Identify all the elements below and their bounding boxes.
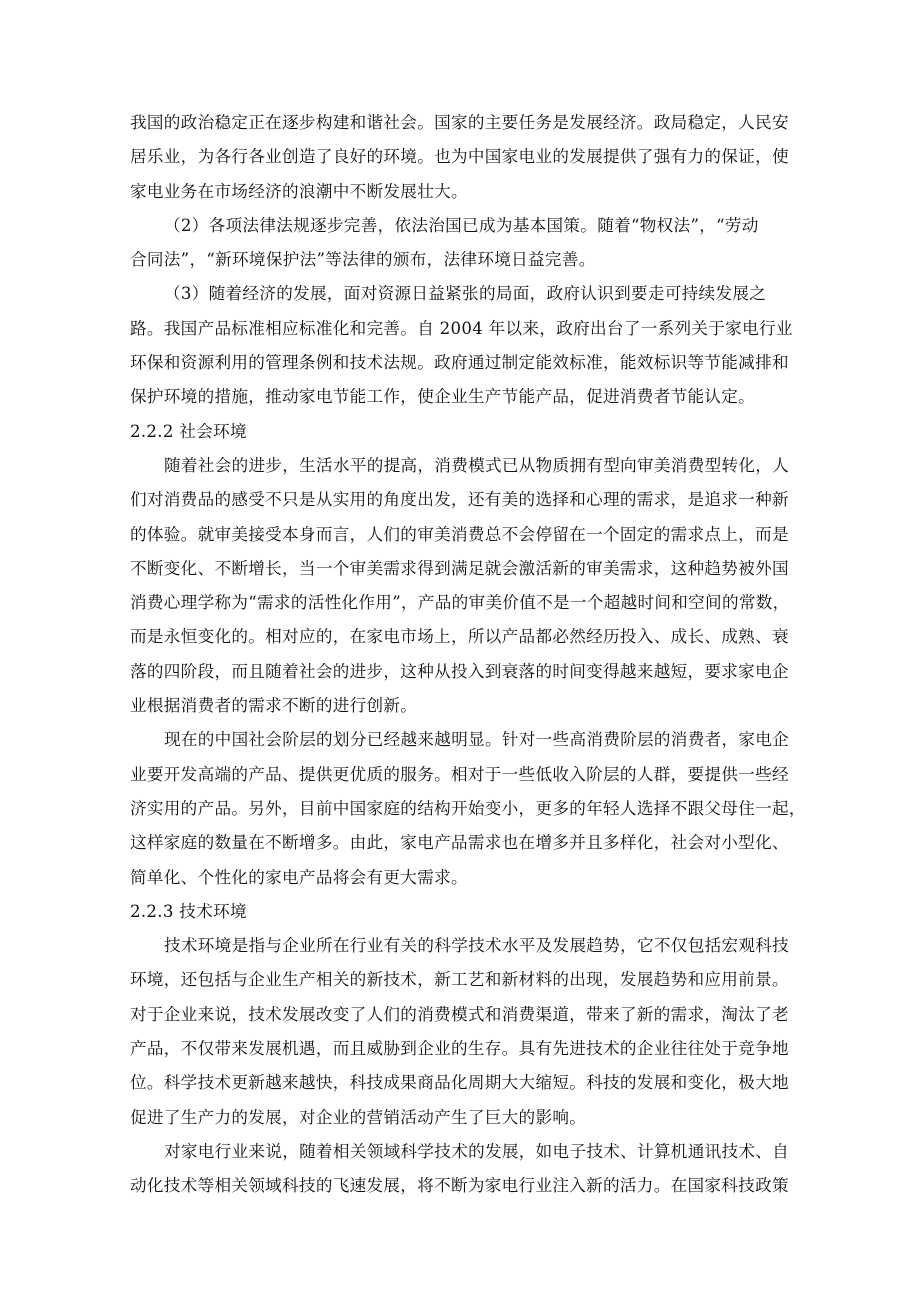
text-line: 产品，不仅带来发展机遇，而且威胁到企业的生存。具有先进技术的企业往往处于竞争地 [130,1039,789,1059]
text-line: （2）各项法律法规逐步完善，依法治国已成为基本国策。随着“物权法”，“劳动 [164,215,759,235]
text-line: 位。科学技术更新越来越快，科技成果商品化周期大大缩短。科技的发展和变化，极大地 [130,1073,789,1093]
text-line: 家电业务在市场经济的浪潮中不断发展壮大。 [130,181,468,201]
text-line: 技术环境是指与企业所在行业有关的科学技术水平及发展趋势，它不仅包括宏观科技 [164,936,790,956]
text-line: 我国的政治稳定正在逐步构建和谐社会。国家的主要任务是发展经济。政局稳定，人民安 [130,113,789,132]
text-line: 环境，还包括与企业生产相关的新技术，新工艺和新材料的出现，发展趋势和应用前景。 [130,970,789,990]
text-line: 现在的中国社会阶层的划分已经越来越明显。针对一些高消费阶层的消费者，家电企 [164,730,790,750]
text-line: 对家电行业来说，随着相关领域科学技术的发展，如电子技术、计算机通讯技术、自 [164,1141,790,1161]
text-line: 不断变化、不断增长，当一个审美需求得到满足就会激活新的审美需求，这种趋势被外国 [130,558,789,578]
text-line: 们对消费品的感受不只是从实用的角度出发，还有美的选择和心理的需求，是追求一种新 [130,490,789,510]
text-line: （3）随着经济的发展，面对资源日益紧张的局面，政府认识到要走可持续发展之 [164,284,767,304]
text-line: 对于企业来说，技术发展改变了人们的消费模式和消费渠道，带来了新的需求，淘汰了老 [130,1004,789,1024]
text-line: 保护环境的措施，推动家电节能工作，使企业生产节能产品，促进消费者节能认定。 [130,387,756,407]
text-line: 随着社会的进步，生活水平的提高，消费模式已从物质拥有型向审美消费型转化，人 [164,455,790,475]
text-line: 环保和资源利用的管理条例和技术法规。政府通过制定能效标准，能效标识等节能减排和 [130,353,789,373]
section-heading-social: 2.2.2 社会环境 [130,421,247,441]
document-page [130,106,806,1204]
text-line: 业要开发高端的产品、提供更优质的服务。相对于一些低收入阶层的人群，要提供一些经 [130,764,789,784]
text-line: 动化技术等相关领域科技的飞速发展，将不断为家电行业注入新的活力。在国家科技政策 [130,1176,789,1196]
text-line: 消费心理学称为“需求的活性化作用”，产品的审美价值不是一个超越时间和空间的常数， [130,593,790,613]
text-line: 简单化、个性化的家电产品将会有更大需求。 [130,867,468,887]
text-line: 落的四阶段，而且随着社会的进步，这种从投入到衰落的时间变得越来越短，要求家电企 [130,661,789,681]
paragraph-politics [130,106,798,209]
text-line: 促进了生产力的发展，对企业的营销活动产生了巨大的影响。 [130,1107,587,1127]
text-line: 居乐业，为各行各业创造了良好的环境。也为中国家电业的发展提供了强有力的保证，使 [130,147,789,167]
paragraph-tech-2 [130,1135,798,1204]
paragraph-law [130,209,798,278]
paragraph-social-2 [130,723,806,894]
section-heading-tech: 2.2.3 技术环境 [130,901,247,921]
paragraph-social-1 [130,449,798,723]
text-line: 而是永恒变化的。相对应的，在家电市场上，所以产品都必然经历投入、成长、成熟、衰 [130,627,789,647]
text-line: 这样家庭的数量在不断增多。由此，家电产品需求也在增多并且多样化，社会对小型化、 [130,833,789,853]
text-line: 业根据消费者的需求不断的进行创新。 [130,696,418,716]
text-line: 的体验。就审美接受本身而言，人们的审美消费总不会停留在一个固定的需求点上，而是 [130,524,789,544]
text-line: 济实用的产品。另外，目前中国家庭的结构开始变小，更多的年轻人选择不跟父母住一起， [130,798,806,818]
paragraph-resource [130,277,798,414]
paragraph-tech-1 [130,929,798,1135]
text-line: 路。我国产品标准相应标准化和完善。自 2004 年以来，政府出台了一系列关于家电行业 [130,318,793,338]
text-line: 合同法”，“新环境保护法”等法律的颁布，法律环境日益完善。 [130,250,596,270]
